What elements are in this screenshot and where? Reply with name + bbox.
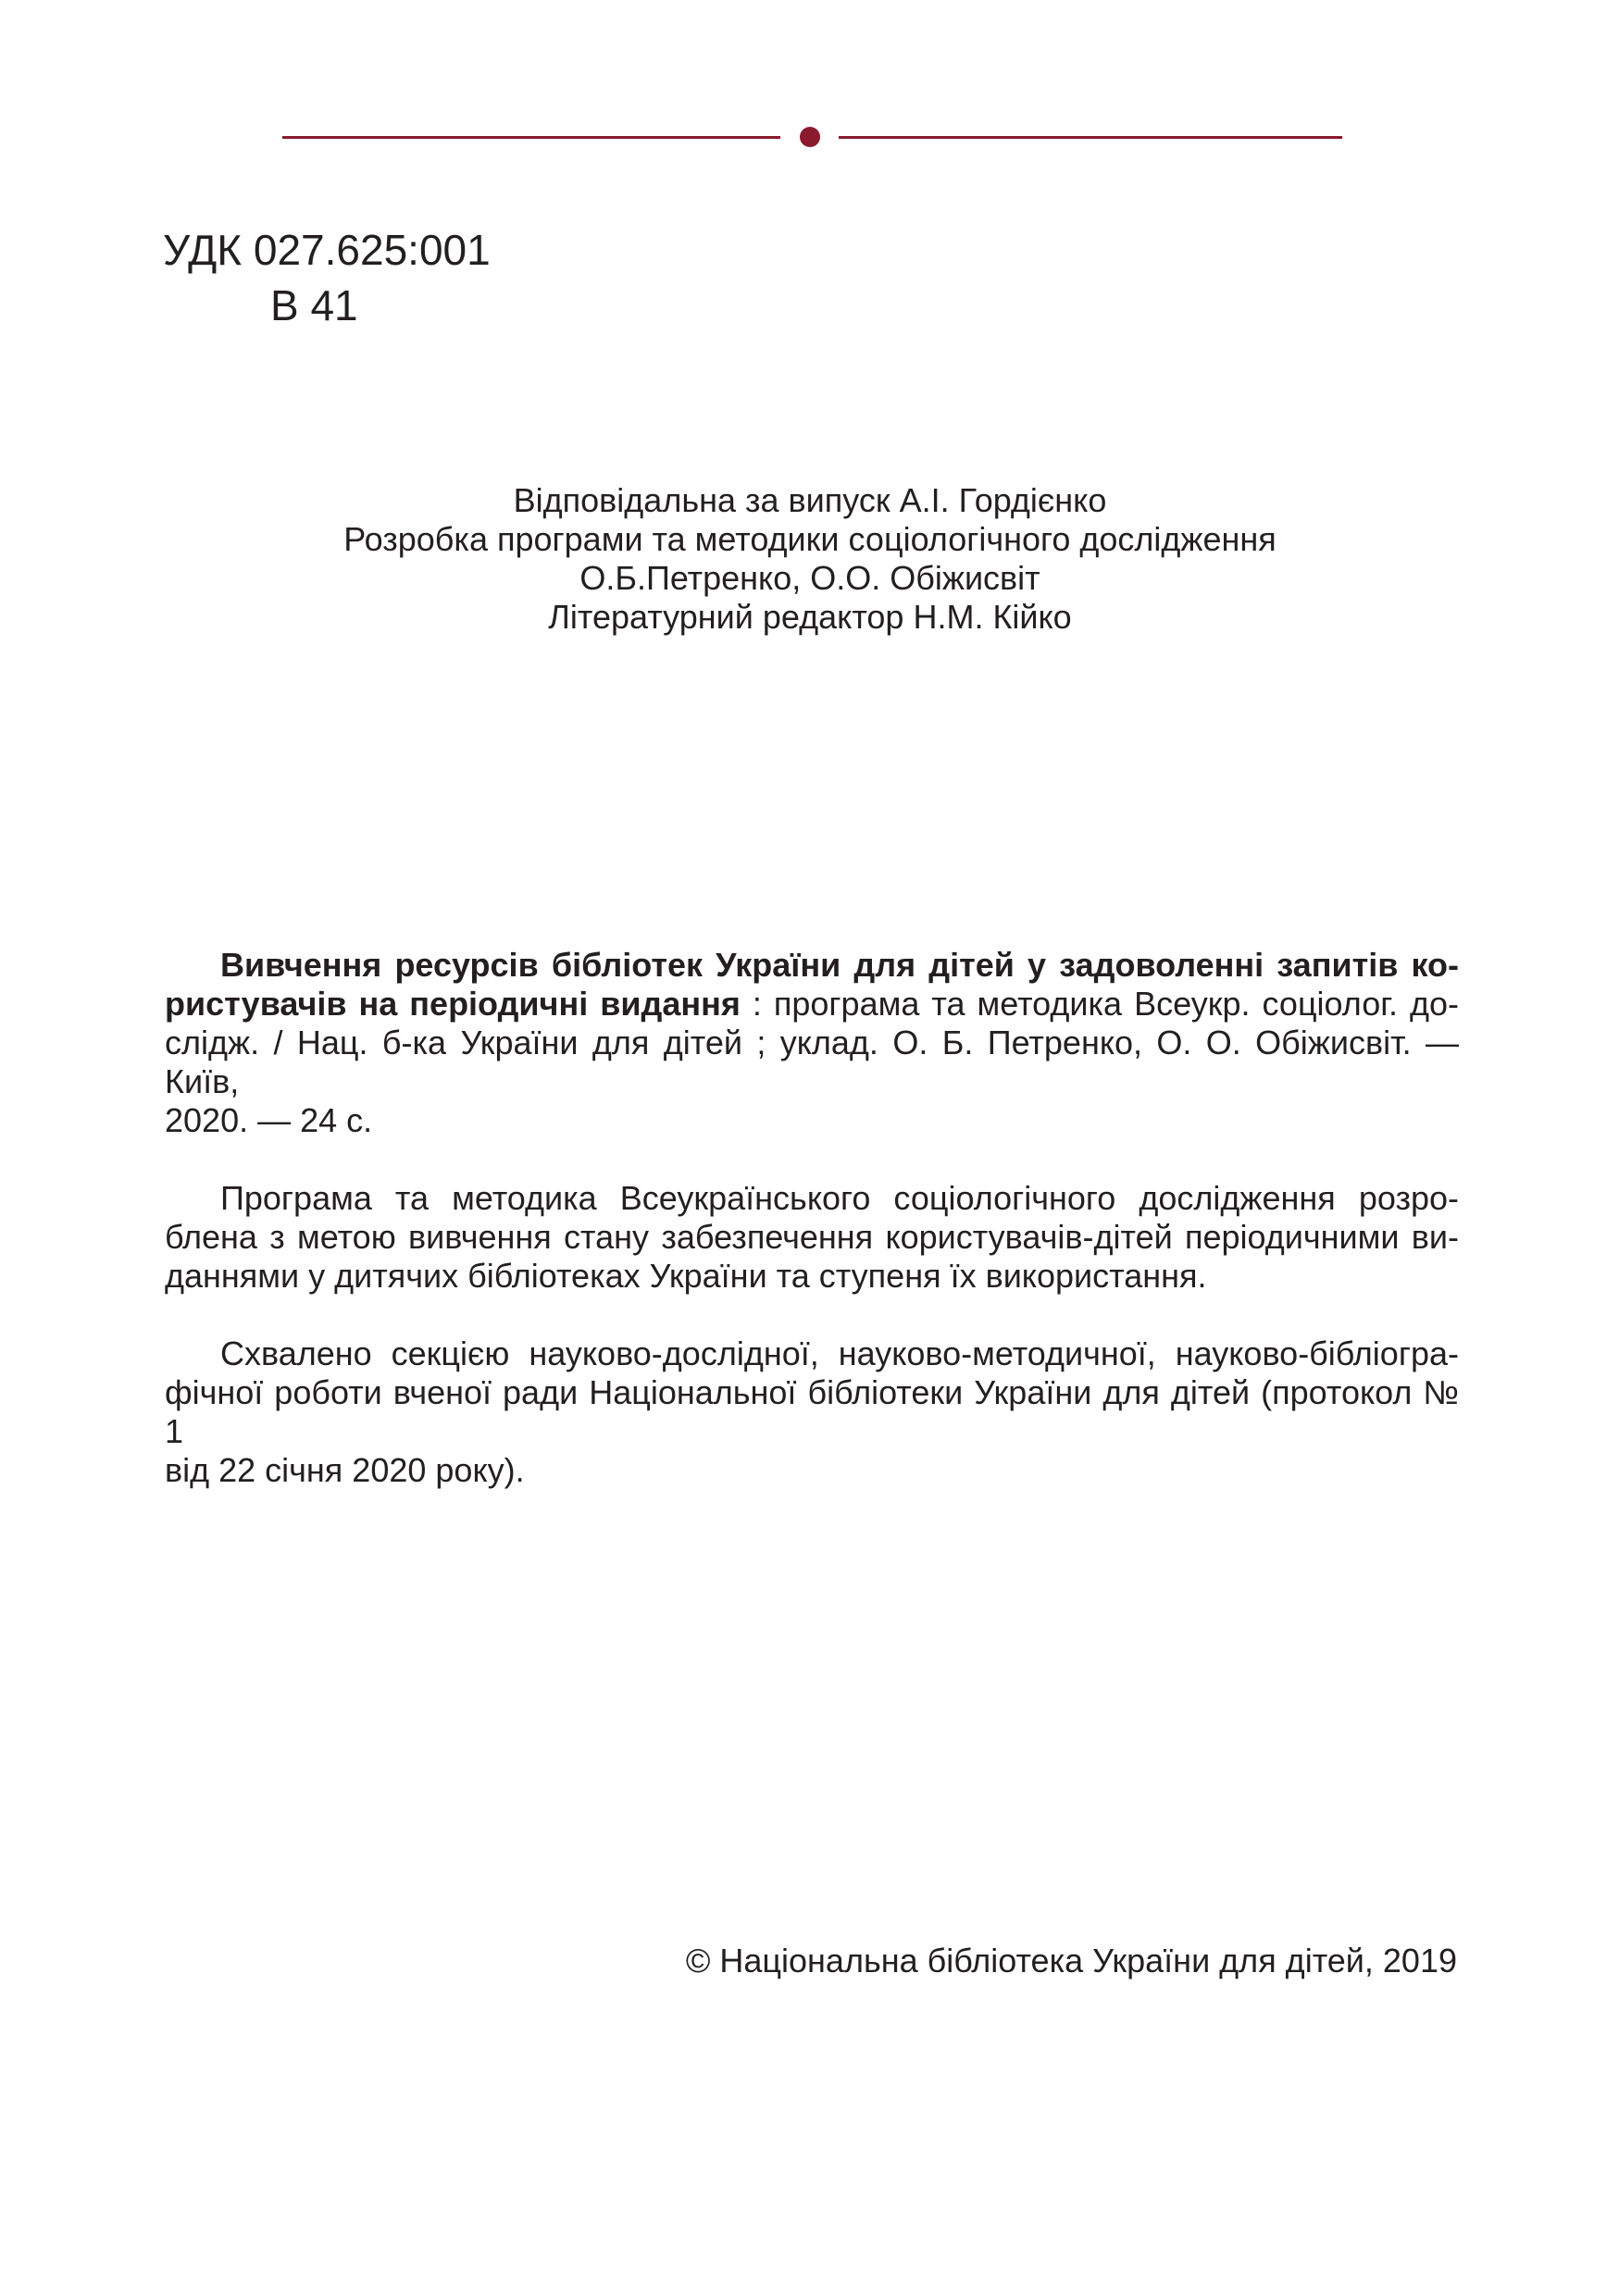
bib-text-part: 2020. — 24 с. xyxy=(165,1101,373,1139)
credits-block xyxy=(278,481,1342,637)
annotation-line: даннями у дитячих бібліотеках України та ступеня їх використання. xyxy=(165,1257,1207,1295)
annotation-line: блена з метою вивчення стану забезпечення користувачів-дітей періодичними ви- xyxy=(165,1218,1459,1256)
copyright-notice: © Національна бібліотека України для дітей, 2019 xyxy=(685,1942,1457,1980)
annotation xyxy=(165,1179,1459,1296)
ornament-line-right xyxy=(839,136,1342,139)
editor-line: Літературний редактор Н.М. Кійко xyxy=(548,598,1072,636)
bib-line xyxy=(165,985,1459,1024)
bibliographic-record xyxy=(165,946,1459,1140)
developers-line: О.Б.Петренко, О.О. Обіжисвіт xyxy=(579,559,1040,597)
header-ornament xyxy=(282,127,1342,147)
annotation-line: Програма та методика Всеукраїнського соціологічного дослідження розро- xyxy=(220,1179,1459,1217)
approval-note xyxy=(165,1334,1459,1490)
main-text xyxy=(165,946,1459,1529)
author-mark: В 41 xyxy=(270,281,358,329)
bib-text-part: слідж. / Нац. б-ка України для дітей ; уклад. О. Б. Петренко, О. О. Обіжисвіт. — Київ, xyxy=(165,1024,1459,1100)
ornament-dot xyxy=(800,127,820,147)
bib-line xyxy=(165,946,1459,985)
udk-block xyxy=(163,222,491,333)
development-line: Розробка програми та методики соціологічного дослідження xyxy=(343,520,1277,558)
bib-line xyxy=(165,1024,1459,1101)
udk-code: УДК 027.625:001 xyxy=(163,226,491,274)
bib-line xyxy=(165,1101,1459,1140)
approval-line: Схвалено секцією науково-дослідної, науково-методичної, науково-бібліогра- xyxy=(220,1334,1459,1372)
approval-line: фічної роботи вченої ради Національної бібліотеки України для дітей (протокол № 1 xyxy=(165,1373,1459,1450)
approval-line: від 22 січня 2020 року). xyxy=(165,1451,525,1489)
bib-title-part: ристувачів на періодичні видання xyxy=(165,985,741,1023)
ornament-line-left xyxy=(282,136,780,139)
responsible-line: Відповідальна за випуск А.І. Гордієнко xyxy=(513,481,1107,519)
bib-text-part: : програма та методика Всеукр. соціолог. до- xyxy=(740,985,1459,1023)
bib-title-part: Вивчення ресурсів бібліотек України для дітей у задоволенні запитів ко- xyxy=(220,946,1459,984)
